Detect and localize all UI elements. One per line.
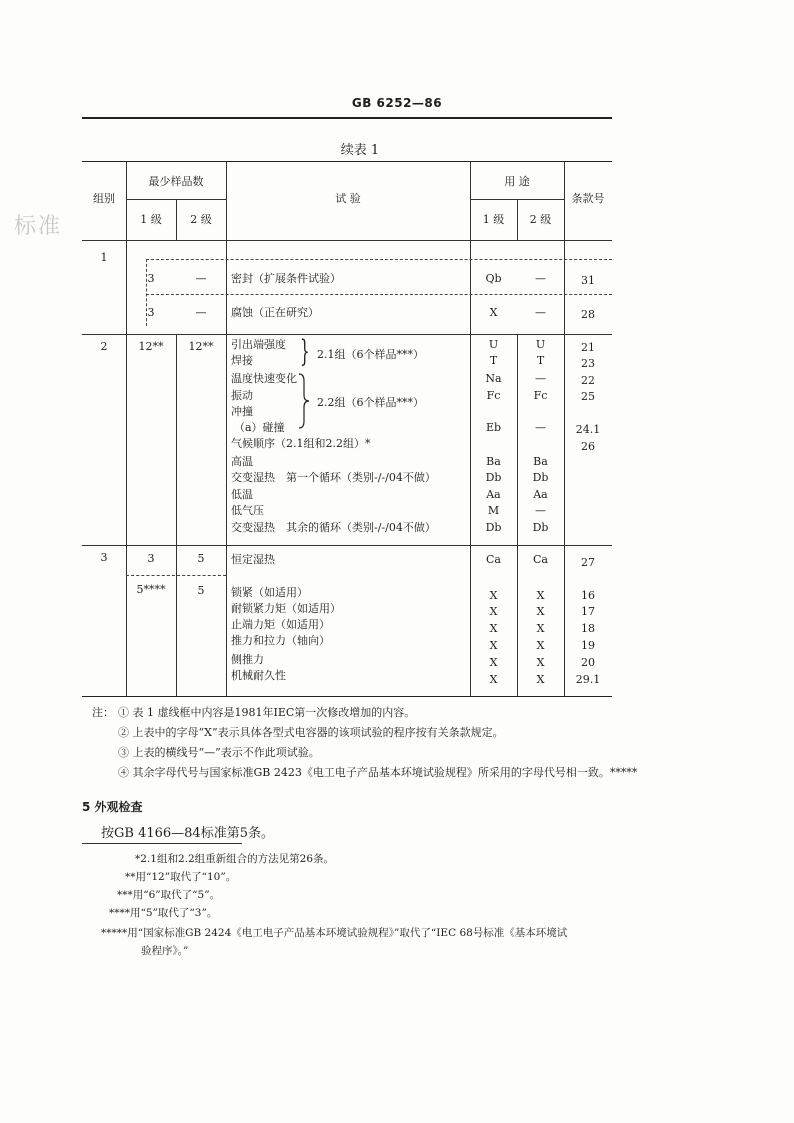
brace-symbol: } [300,334,310,369]
sample-count-level1: 12** [138,340,164,353]
sample-count-level1: 5**** [136,583,166,596]
table-top-rule [82,161,612,162]
section-heading: 5 外观检查 [82,800,143,814]
footnote-item: **用“12”取代了“10”。 [125,871,237,883]
note-item: ② 上表中的字母“X”表示具体各型式电容器的该项试验的程序按有关条款规定。 [118,726,504,739]
footnote-item: ****用“5”取代了“3”。 [109,907,218,919]
footnote-rule [82,843,242,844]
subgroup-label: 2.1组（6个样品***） [317,348,424,361]
note-item: ④ 其余字母代号与国家标准GB 2423《电工电子产品基本环境试验规程》所采用的字母代号相一致。***** [118,766,638,779]
section-text: 按GB 4166—84标准第5条。 [101,826,274,841]
header-bottom-rule [82,240,612,241]
note-item: ③ 上表的横线号“—”表示不作此项试验。 [118,746,320,759]
side-watermark: 标准 [14,214,63,239]
header-group: 组别 [93,192,115,205]
footnote-item: ***用“6”取代了“5”。 [117,889,221,901]
footnote-item: 验程序》。” [141,945,189,957]
header-usage-level2: 2 级 [529,213,552,226]
footnote-item: *2.1组和2.2组重新组合的方法见第26条。 [135,853,335,865]
header-test: 试 验 [335,192,361,205]
header-level2: 2 级 [190,213,212,226]
header-clause: 条款号 [571,192,605,205]
doc-number-header: GB 6252—86 [351,96,443,110]
sample-count-level2: 5 [197,584,205,597]
group-number: 2 [100,340,108,353]
subgroup-label: 2.2组（6个样品***） [317,396,424,409]
header-level1: 1 级 [140,213,162,226]
header-min-samples: 最少样品数 [148,175,204,188]
notes-label: 注： [92,706,114,719]
brace-symbol [297,373,311,429]
header-rule [82,117,612,119]
group-number: 1 [100,251,108,264]
table-bottom-rule [82,696,612,697]
group-number: 3 [100,551,108,564]
footnote-item: *****用“国家标准GB 2424《电工电子产品基本环境试验规程》”取代了“IEC 68号标准《基本环境试 [101,927,568,939]
table-caption: 续表 1 [340,143,380,158]
sample-count-level2: 12** [188,340,214,353]
header-usage: 用 途 [504,175,530,188]
header-usage-level1: 1 级 [482,213,505,226]
note-item: ① 表 1 虚线框中内容是1981年IEC第一次修改增加的内容。 [118,706,416,719]
